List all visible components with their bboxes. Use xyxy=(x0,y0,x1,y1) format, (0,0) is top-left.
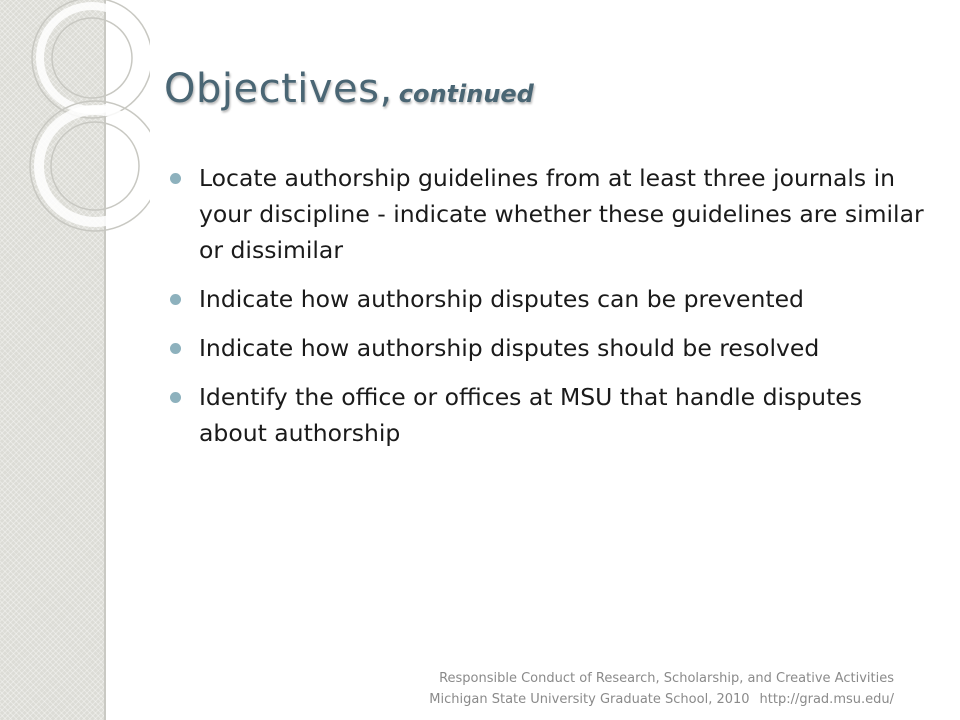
bullet-text: Identify the office or offices at MSU that handle disputes about authorship xyxy=(199,383,862,447)
bullet-item xyxy=(170,160,930,268)
slide-title xyxy=(164,66,534,112)
slide-footer xyxy=(429,668,894,710)
bullet-item xyxy=(170,379,930,451)
bullet-dot-icon xyxy=(170,173,181,184)
slide-title-main: Objectives, xyxy=(164,66,393,112)
slide-title-suffix: continued xyxy=(398,80,534,108)
bullet-text: Indicate how authorship disputes can be prevented xyxy=(199,285,804,313)
footer-institution: Michigan State University Graduate School, 2010 xyxy=(429,692,750,707)
bullet-dot-icon xyxy=(170,343,181,354)
bullet-item xyxy=(170,281,930,317)
bullet-item xyxy=(170,330,930,366)
footer-line-2 xyxy=(429,689,894,710)
bullet-text: Locate authorship guidelines from at least three journals in your discipline - indicate whether these guidelines are similar or dissimilar xyxy=(199,164,924,264)
footer-url-link[interactable]: http://grad.msu.edu/ xyxy=(759,692,894,707)
bullet-dot-icon xyxy=(170,392,181,403)
bullet-text: Indicate how authorship disputes should be resolved xyxy=(199,334,820,362)
objectives-bullet-list xyxy=(170,160,930,464)
bullet-dot-icon xyxy=(170,294,181,305)
decorative-circles-icon xyxy=(0,0,150,260)
footer-line-1: Responsible Conduct of Research, Scholarship, and Creative Activities xyxy=(439,671,894,686)
